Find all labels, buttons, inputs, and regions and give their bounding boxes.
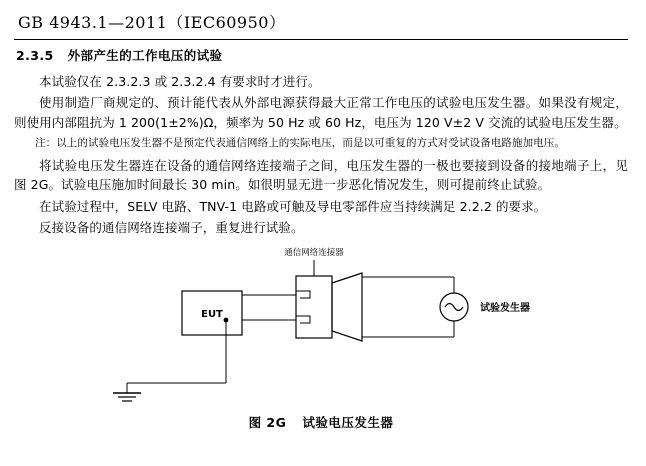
paragraph-4: 在试验过程中，SELV 电路、TNV-1 电路或可触及导电零部件应当持续满足 2.2.2 的要求。 <box>39 198 547 214</box>
figure-caption-text: 试验电压发生器 <box>302 415 394 431</box>
paragraph-2: 使用制造厂商规定的、预计能代表从外部电源获得最大正常工作电压的试验电压发生器。如果没有规定，则使用内部阻抗为 1 200(1±2%)Ω，频率为 50 Hz 或 60 Hz，电压为 120 V±2 V 交流的试验电压发生器。 <box>14 95 628 130</box>
clause-title-text: 外部产生的工作电压的试验 <box>67 48 223 63</box>
paragraph-3: 将试验电压发生器连在设备的通信网络连接端子之间，电压发生器的一极也要接到设备的接地端子上，见图 2G。试验电压施加时间最长 30 min。如很明显无进一步恶化情况发生，则可提前终止试验。 <box>14 157 628 193</box>
test-voltage-generator-diagram <box>14 243 628 413</box>
connector-plug <box>332 273 362 341</box>
contact-hook-bottom <box>296 316 310 323</box>
ac-source-sine-icon <box>445 304 463 311</box>
figure-caption-number: 图 2G <box>248 415 287 431</box>
header-divider <box>14 39 628 40</box>
connector-label: 通信网络连接器 <box>284 248 344 259</box>
paragraph-1: 本试验仅在 2.3.2.3 或 2.3.2.4 有要求时才进行。 <box>39 74 321 89</box>
contact-hook-top <box>296 291 310 298</box>
note-paragraph: 注：以上的试验电压发生器不是预定代表通信网络上的实际电压，而是以可重复的方式对受试设备电路施加电压。 <box>35 137 565 150</box>
figure-2g <box>14 243 628 433</box>
eut-label: EUT <box>201 309 223 321</box>
figure-caption <box>14 413 628 431</box>
paragraph-5: 反接设备的通信网络连接端子，重复进行试验。 <box>39 220 304 235</box>
connector-socket <box>296 276 332 338</box>
generator-label: 试验发生器 <box>480 303 530 315</box>
clause-heading <box>16 46 628 64</box>
clause-number: 2.3.5 <box>16 48 54 63</box>
standard-header: GB 4943.1—2011（IEC60950） <box>18 13 286 32</box>
